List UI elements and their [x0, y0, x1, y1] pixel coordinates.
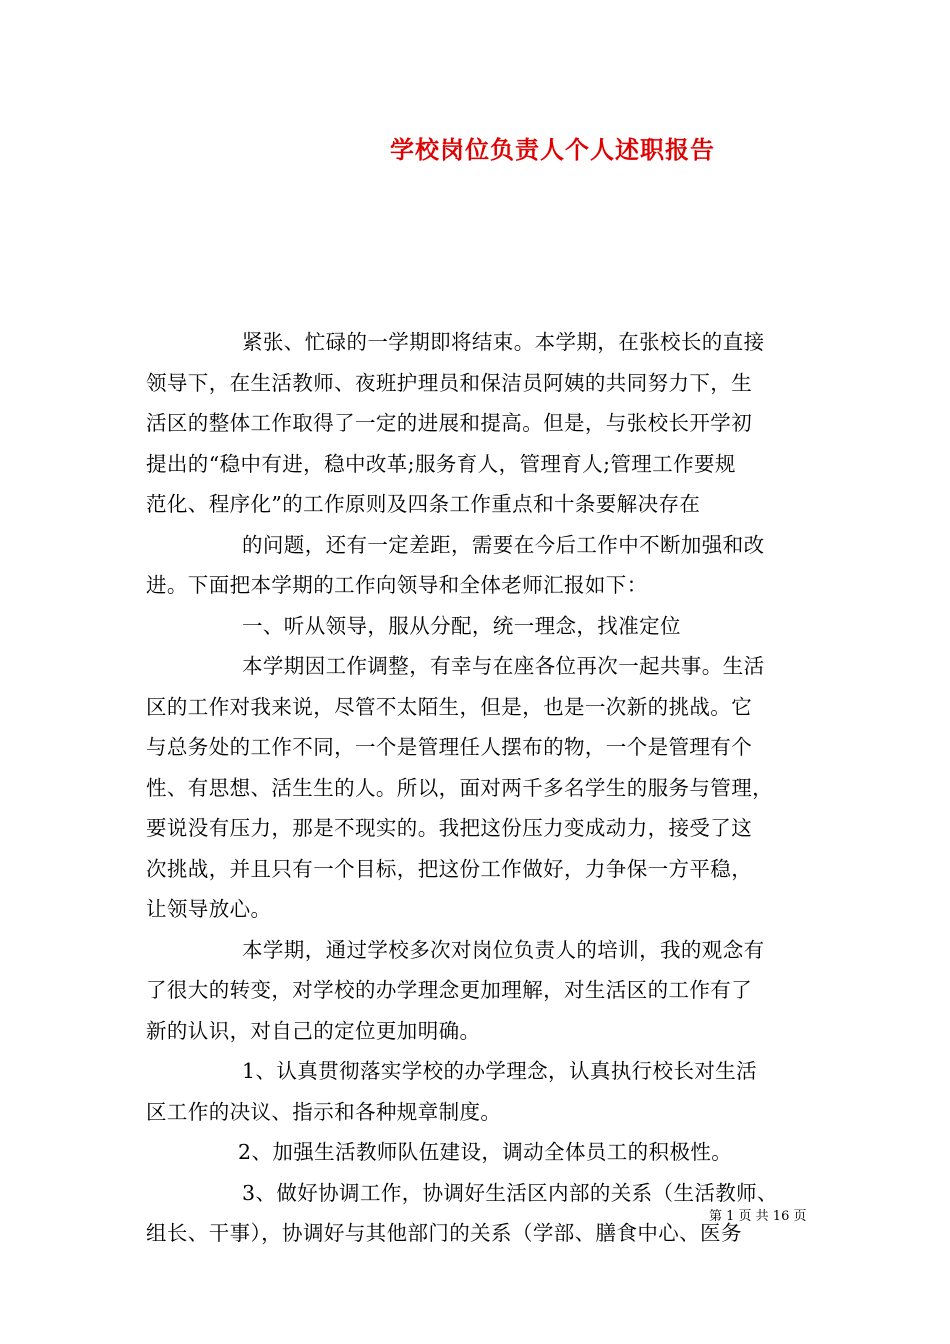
paragraph-line: 区工作的决议、指示和各种规章制度。	[146, 1099, 502, 1124]
paragraph-line: 让领导放心。	[146, 897, 272, 921]
paragraph-line: 次挑战，并且只有一个目标，把这份工作做好，力争保一方平稳，	[146, 856, 753, 881]
paragraph-line: 紧张、忙碌的一学期即将结束。本学期，在张校长的直接	[242, 330, 765, 354]
list-item: 2、加强生活教师队伍建设，调动全体员工的积极性。	[238, 1140, 733, 1164]
paragraph-line: 进。下面把本学期的工作向领导和全体老师汇报如下：	[146, 573, 648, 597]
paragraph-line: 范化、程序化”的工作原则及四条工作重点和十条要解决存在	[146, 492, 701, 516]
paragraph-line: 性、有思想、活生生的人。所以，面对两千多名学生的服务与管理，	[146, 775, 773, 800]
paragraph-line: 新的认识，对自己的定位更加明确。	[146, 1018, 481, 1043]
paragraph-line: 提出的“稳中有进，稳中改革;服务育人，管理育人;管理工作要规	[146, 451, 736, 476]
paragraph-line: 的问题，还有一定差距，需要在今后工作中不断加强和改	[242, 532, 765, 557]
list-item: 1、认真贯彻落实学校的办学理念，认真执行校长对生活	[242, 1059, 758, 1083]
paragraph-line: 活区的整体工作取得了一定的进展和提高。但是，与张校长开学初	[146, 411, 753, 435]
paragraph-line: 了很大的转变，对学校的办学理念更加理解，对生活区的工作有了	[146, 978, 753, 1002]
page-number: 第 1 页 共 16 页	[709, 1209, 807, 1224]
list-item: 3、做好协调工作，协调好生活区内部的关系（生活教师、	[242, 1180, 778, 1205]
paragraph-line: 组长、干事），协调好与其他部门的关系（学部、膳食中心、医务	[146, 1221, 742, 1245]
paragraph-line: 要说没有压力，那是不现实的。我把这份压力变成动力，接受了这	[146, 816, 753, 840]
page-title: 学校岗位负责人个人述职报告	[390, 135, 715, 164]
paragraph-line: 区的工作对我来说，尽管不太陌生，但是，也是一次新的挑战。它	[146, 694, 753, 719]
paragraph-line: 领导下，在生活教师、夜班护理员和保洁员阿姨的共同努力下，生	[146, 370, 753, 395]
document-body	[146, 322, 810, 1254]
section-heading: 一、听从领导，服从分配，统一理念，找准定位	[242, 613, 681, 638]
paragraph-line: 本学期，通过学校多次对岗位负责人的培训，我的观念有	[242, 937, 765, 962]
paragraph-line: 本学期因工作调整，有幸与在座各位再次一起共事。生活	[242, 654, 765, 678]
paragraph-line: 与总务处的工作不同，一个是管理任人摆布的物，一个是管理有个	[146, 735, 753, 759]
